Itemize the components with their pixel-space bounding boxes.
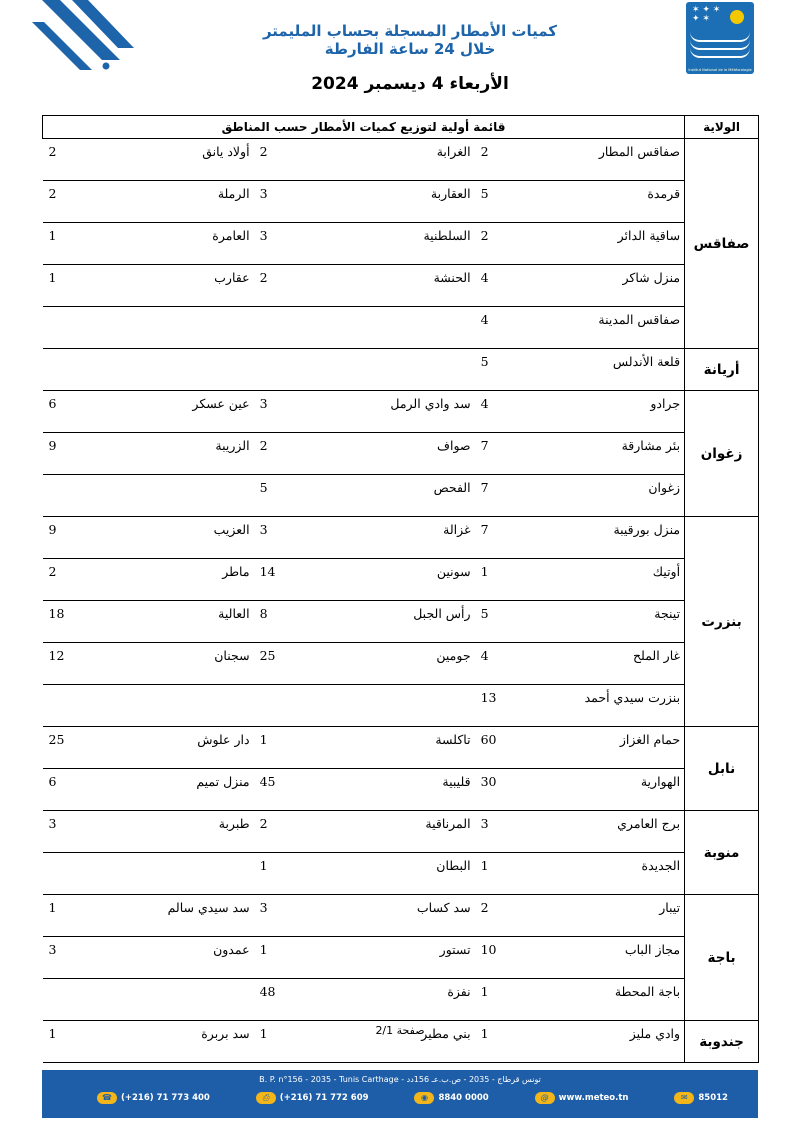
rainfall-value: 4 bbox=[475, 391, 525, 433]
station-name: الجديدة bbox=[525, 853, 685, 895]
rainfall-value: 2 bbox=[254, 433, 304, 475]
report-date: الأربعاء 4 ديسمبر 2024 bbox=[311, 74, 509, 94]
rainfall-value: 14 bbox=[254, 559, 304, 601]
station-name: الهوارية bbox=[525, 769, 685, 811]
rainfall-value: 6 bbox=[43, 391, 90, 433]
station-name: العامرة bbox=[90, 223, 254, 265]
decorative-stripes bbox=[30, 0, 140, 80]
station-name: صفاقس المطار bbox=[525, 139, 685, 181]
header-distribution-list: قائمة أولية لتوزيع كميات الأمطار حسب المناطق bbox=[43, 116, 685, 139]
station-name: البطان bbox=[304, 853, 475, 895]
station-name: غار الملح bbox=[525, 643, 685, 685]
station-name: بئر مشارقة bbox=[525, 433, 685, 475]
phone-icon: ☎ bbox=[97, 1092, 117, 1104]
station-name: رأس الجبل bbox=[304, 601, 475, 643]
rainfall-value: 5 bbox=[475, 349, 525, 391]
station-name: عمدون bbox=[90, 937, 254, 979]
logo-caption: Institut National de la Météorologie bbox=[688, 68, 752, 72]
rainfall-value bbox=[43, 475, 90, 517]
rainfall-value: 8 bbox=[254, 601, 304, 643]
rainfall-value: 5 bbox=[475, 601, 525, 643]
rainfall-value: 2 bbox=[43, 139, 90, 181]
station-name: منزل بورقيبة bbox=[525, 517, 685, 559]
rainfall-value: 2 bbox=[475, 139, 525, 181]
station-name: صواف bbox=[304, 433, 475, 475]
rainfall-value bbox=[43, 685, 90, 727]
table-row bbox=[43, 811, 759, 853]
rainfall-value bbox=[43, 853, 90, 895]
station-name: ساقية الدائر bbox=[525, 223, 685, 265]
station-name: زغوان bbox=[525, 475, 685, 517]
rainfall-value: 1 bbox=[475, 979, 525, 1021]
station-name: العالية bbox=[90, 601, 254, 643]
rainfall-value: 4 bbox=[475, 265, 525, 307]
rainfall-value: 1 bbox=[43, 1021, 90, 1063]
governorate-name: أريانة bbox=[685, 349, 759, 391]
station-name: سجنان bbox=[90, 643, 254, 685]
station-name: قلعة الأندلس bbox=[525, 349, 685, 391]
governorate-name: جندوبة bbox=[685, 1021, 759, 1063]
rainfall-value: 18 bbox=[43, 601, 90, 643]
rainfall-value: 4 bbox=[475, 643, 525, 685]
rainfall-value bbox=[43, 979, 90, 1021]
rainfall-value: 2 bbox=[254, 811, 304, 853]
table-row bbox=[43, 853, 759, 895]
rainfall-value: 2 bbox=[254, 139, 304, 181]
title-line-2: خلال 24 ساعة الفارطة bbox=[324, 40, 496, 58]
rainfall-value: 1 bbox=[43, 223, 90, 265]
station-name: قليبية bbox=[304, 769, 475, 811]
governorate-name: باجة bbox=[685, 895, 759, 1021]
station-name: الرملة bbox=[90, 181, 254, 223]
title-line-1: كميات الأمطار المسجلة بحساب المليمتر bbox=[262, 22, 558, 40]
rainfall-value: 5 bbox=[475, 181, 525, 223]
rainfall-value bbox=[43, 349, 90, 391]
station-name: عقارب bbox=[90, 265, 254, 307]
station-name: تينجة bbox=[525, 601, 685, 643]
station-name: العزيب bbox=[90, 517, 254, 559]
rainfall-value: 1 bbox=[254, 1021, 304, 1063]
station-name: الغرابة bbox=[304, 139, 475, 181]
station-name: جومين bbox=[304, 643, 475, 685]
station-name: منزل تميم bbox=[90, 769, 254, 811]
station-name: طبربة bbox=[90, 811, 254, 853]
station-name bbox=[304, 307, 475, 349]
table-row bbox=[43, 433, 759, 475]
station-name bbox=[90, 475, 254, 517]
rainfall-value: 1 bbox=[254, 937, 304, 979]
station-name: بني مطير bbox=[304, 1021, 475, 1063]
station-name: منزل شاكر bbox=[525, 265, 685, 307]
table-row bbox=[43, 475, 759, 517]
rainfall-value: 3 bbox=[43, 937, 90, 979]
table-row bbox=[43, 937, 759, 979]
table-row bbox=[43, 181, 759, 223]
station-name bbox=[90, 349, 254, 391]
station-name: سونين bbox=[304, 559, 475, 601]
station-name: الفحص bbox=[304, 475, 475, 517]
station-name bbox=[90, 979, 254, 1021]
contact-text: www.meteo.tn bbox=[558, 1093, 629, 1103]
station-name: جرادو bbox=[525, 391, 685, 433]
rainfall-value bbox=[254, 685, 304, 727]
table-row bbox=[43, 307, 759, 349]
station-name: العقاربة bbox=[304, 181, 475, 223]
table-row bbox=[43, 139, 759, 181]
rainfall-value: 2 bbox=[43, 181, 90, 223]
station-name: سد بربرة bbox=[90, 1021, 254, 1063]
rainfall-value: 2 bbox=[43, 559, 90, 601]
table-row bbox=[43, 349, 759, 391]
station-name: سد كساب bbox=[304, 895, 475, 937]
fax-icon: ⎙ bbox=[256, 1092, 276, 1104]
station-name bbox=[90, 853, 254, 895]
station-name: أوتيك bbox=[525, 559, 685, 601]
station-name: ماطر bbox=[90, 559, 254, 601]
rainfall-value: 25 bbox=[254, 643, 304, 685]
rainfall-value: 9 bbox=[43, 433, 90, 475]
rainfall-value: 12 bbox=[43, 643, 90, 685]
station-name: بنزرت سيدي أحمد bbox=[525, 685, 685, 727]
station-name: مجاز الباب bbox=[525, 937, 685, 979]
station-name: صفاقس المدينة bbox=[525, 307, 685, 349]
table-row bbox=[43, 265, 759, 307]
contact-text: 8840 0000 bbox=[438, 1093, 489, 1103]
station-name: عين عسكر bbox=[90, 391, 254, 433]
table-row bbox=[43, 769, 759, 811]
contact-text: (+216) 71 773 400 bbox=[121, 1093, 210, 1103]
contact-item bbox=[97, 1092, 210, 1104]
rainfall-value: 6 bbox=[43, 769, 90, 811]
governorate-name: صفاقس bbox=[685, 139, 759, 349]
rainfall-value: 1 bbox=[43, 265, 90, 307]
station-name bbox=[304, 685, 475, 727]
station-name: نفزة bbox=[304, 979, 475, 1021]
station-name bbox=[90, 685, 254, 727]
rainfall-value: 3 bbox=[254, 391, 304, 433]
rainfall-value: 3 bbox=[254, 223, 304, 265]
rainfall-value: 2 bbox=[254, 265, 304, 307]
table-row bbox=[43, 979, 759, 1021]
rainfall-value: 9 bbox=[43, 517, 90, 559]
table-row bbox=[43, 391, 759, 433]
rainfall-value: 7 bbox=[475, 475, 525, 517]
rainfall-value: 1 bbox=[475, 1021, 525, 1063]
rainfall-table-body bbox=[43, 139, 759, 1063]
footer bbox=[42, 1056, 758, 1118]
station-name: المرناقية bbox=[304, 811, 475, 853]
footer-address: B. P. n°156 - 2035 - Tunis Carthage - تونس قرطاج - 2035 - ص.ب.عـ 156دد bbox=[259, 1075, 541, 1084]
station-name: دار علوش bbox=[90, 727, 254, 769]
station-name: باجة المحطة bbox=[525, 979, 685, 1021]
table-row bbox=[43, 223, 759, 265]
station-name: سد سيدي سالم bbox=[90, 895, 254, 937]
rainfall-value: 1 bbox=[475, 559, 525, 601]
rainfall-value: 48 bbox=[254, 979, 304, 1021]
table-row bbox=[43, 643, 759, 685]
rainfall-value: 3 bbox=[254, 181, 304, 223]
rainfall-value: 10 bbox=[475, 937, 525, 979]
rainfall-value: 4 bbox=[475, 307, 525, 349]
rainfall-value: 1 bbox=[475, 853, 525, 895]
rainfall-value: 3 bbox=[254, 517, 304, 559]
rainfall-value bbox=[254, 349, 304, 391]
page-number: صفحة 2/1 bbox=[375, 1024, 425, 1037]
rainfall-value: 45 bbox=[254, 769, 304, 811]
rainfall-value: 13 bbox=[475, 685, 525, 727]
governorate-name: نابل bbox=[685, 727, 759, 811]
rainfall-value: 1 bbox=[254, 853, 304, 895]
web-icon: @ bbox=[535, 1092, 555, 1104]
rainfall-value bbox=[254, 307, 304, 349]
station-name: الحنشة bbox=[304, 265, 475, 307]
rainfall-value: 30 bbox=[475, 769, 525, 811]
contact-item bbox=[414, 1092, 488, 1104]
station-name bbox=[90, 307, 254, 349]
governorate-name: منوبة bbox=[685, 811, 759, 895]
station-name: تستور bbox=[304, 937, 475, 979]
contact-item bbox=[674, 1092, 728, 1104]
rainfall-value: 25 bbox=[43, 727, 90, 769]
station-name: قرمدة bbox=[525, 181, 685, 223]
contact-text: (+216) 71 772 609 bbox=[279, 1093, 369, 1103]
contact-item bbox=[256, 1092, 369, 1104]
rainfall-value: 7 bbox=[475, 517, 525, 559]
station-name: أولاد يانق bbox=[90, 139, 254, 181]
station-name: حمام الغزاز bbox=[525, 727, 685, 769]
station-name: تيبار bbox=[525, 895, 685, 937]
station-name: الزريبة bbox=[90, 433, 254, 475]
green-number-icon: ◉ bbox=[414, 1092, 434, 1104]
station-name: وادي مليز bbox=[525, 1021, 685, 1063]
rainfall-value: 5 bbox=[254, 475, 304, 517]
rainfall-value: 60 bbox=[475, 727, 525, 769]
table-row bbox=[43, 559, 759, 601]
rainfall-value: 2 bbox=[475, 223, 525, 265]
table-row bbox=[43, 727, 759, 769]
station-name: السلطنية bbox=[304, 223, 475, 265]
station-name: سد وادي الرمل bbox=[304, 391, 475, 433]
contact-text: 85012 bbox=[698, 1093, 728, 1103]
rainfall-value: 1 bbox=[254, 727, 304, 769]
rainfall-value: 1 bbox=[43, 895, 90, 937]
table-row bbox=[43, 601, 759, 643]
table-row bbox=[43, 517, 759, 559]
rainfall-value bbox=[43, 307, 90, 349]
institute-logo: ✶ ✦ ✶ ✦ ✶ Institut National de la Météorologie bbox=[686, 2, 754, 74]
sms-icon: ✉ bbox=[674, 1092, 694, 1104]
table-row bbox=[43, 895, 759, 937]
header-governorate: الولاية bbox=[685, 116, 759, 139]
footer-contacts bbox=[97, 1092, 728, 1104]
contact-item bbox=[535, 1092, 629, 1104]
table-row bbox=[43, 685, 759, 727]
station-name: برج العامري bbox=[525, 811, 685, 853]
governorate-name: زغوان bbox=[685, 391, 759, 517]
rainfall-value: 3 bbox=[475, 811, 525, 853]
rainfall-value: 3 bbox=[43, 811, 90, 853]
rainfall-value: 7 bbox=[475, 433, 525, 475]
governorate-name: بنزرت bbox=[685, 517, 759, 727]
rainfall-table bbox=[42, 115, 759, 1063]
station-name bbox=[304, 349, 475, 391]
rainfall-value: 2 bbox=[475, 895, 525, 937]
rainfall-value: 3 bbox=[254, 895, 304, 937]
station-name: غزالة bbox=[304, 517, 475, 559]
station-name: تاكلسة bbox=[304, 727, 475, 769]
